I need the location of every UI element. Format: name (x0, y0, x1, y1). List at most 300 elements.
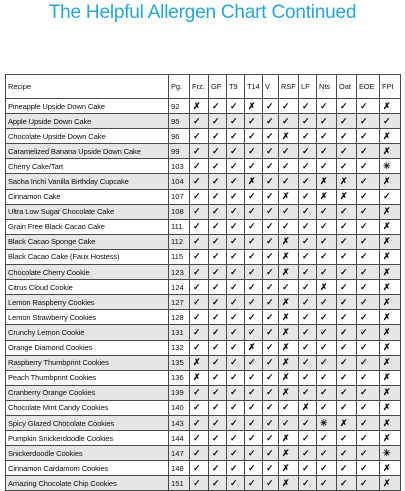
mark-cell-fpi: ✓ (380, 189, 401, 204)
mark-cell-gf: ✓ (209, 114, 227, 129)
mark-cell-oat: ✓ (337, 295, 357, 310)
page-number-cell: 148 (169, 461, 190, 476)
mark-cell-v: ✓ (263, 325, 279, 340)
mark-cell-frozen: ✓ (190, 431, 209, 446)
mark-cell-eoe: ✓ (357, 415, 380, 430)
mark-cell-t9: ✓ (227, 159, 245, 174)
mark-cell-fpi: ✗ (380, 400, 401, 415)
mark-cell-nts: ✗ (317, 174, 337, 189)
mark-cell-fpi: ✗ (380, 370, 401, 385)
mark-cell-frozen: ✗ (190, 99, 209, 114)
mark-cell-fpi: ✗ (380, 340, 401, 355)
mark-cell-t9: ✓ (227, 129, 245, 144)
table-row (6, 144, 401, 159)
mark-cell-oat: ✓ (337, 355, 357, 370)
mark-cell-t9: ✓ (227, 249, 245, 264)
mark-cell-oat: ✓ (337, 204, 357, 219)
mark-cell-lf: ✗ (299, 400, 317, 415)
mark-cell-gf: ✓ (209, 129, 227, 144)
mark-cell-v: ✓ (263, 144, 279, 159)
page-number-cell: 96 (169, 129, 190, 144)
mark-cell-t9: ✓ (227, 114, 245, 129)
mark-cell-t9: ✓ (227, 385, 245, 400)
mark-cell-eoe: ✓ (357, 99, 380, 114)
page-number-cell: 107 (169, 189, 190, 204)
table-row (6, 385, 401, 400)
mark-cell-eoe: ✓ (357, 355, 380, 370)
mark-cell-frozen: ✓ (190, 159, 209, 174)
mark-cell-t14: ✓ (245, 144, 263, 159)
mark-cell-frozen: ✓ (190, 129, 209, 144)
table-row (6, 219, 401, 234)
mark-cell-fpi: ✗ (380, 204, 401, 219)
mark-cell-frozen: ✓ (190, 144, 209, 159)
table-row (6, 355, 401, 370)
mark-cell-gf: ✓ (209, 265, 227, 280)
table-row (6, 325, 401, 340)
mark-cell-lf: ✓ (299, 234, 317, 249)
table-row (6, 310, 401, 325)
mark-cell-frozen: ✗ (190, 355, 209, 370)
mark-cell-v: ✓ (263, 415, 279, 430)
mark-cell-rsf: ✓ (279, 204, 299, 219)
mark-cell-frozen: ✗ (190, 370, 209, 385)
recipe-name-cell: Peach Thumbprint Cookies (6, 370, 169, 385)
mark-cell-t9: ✓ (227, 144, 245, 159)
mark-cell-eoe: ✓ (357, 144, 380, 159)
mark-cell-t9: ✓ (227, 446, 245, 461)
mark-cell-eoe: ✓ (357, 114, 380, 129)
mark-cell-frozen: ✓ (190, 400, 209, 415)
mark-cell-v: ✓ (263, 114, 279, 129)
mark-cell-lf: ✓ (299, 370, 317, 385)
mark-cell-rsf: ✓ (279, 144, 299, 159)
mark-cell-eoe: ✓ (357, 174, 380, 189)
mark-cell-lf: ✓ (299, 204, 317, 219)
mark-cell-fpi: ✗ (380, 144, 401, 159)
mark-cell-nts: ✓ (317, 340, 337, 355)
mark-cell-oat: ✓ (337, 219, 357, 234)
mark-cell-oat: ✓ (337, 234, 357, 249)
mark-cell-v: ✓ (263, 385, 279, 400)
mark-cell-t14: ✓ (245, 431, 263, 446)
mark-cell-t14: ✓ (245, 446, 263, 461)
column-header-gf: GF (209, 75, 227, 99)
mark-cell-eoe: ✓ (357, 189, 380, 204)
mark-cell-nts: ✓ (317, 249, 337, 264)
mark-cell-oat: ✓ (337, 129, 357, 144)
mark-cell-v: ✓ (263, 174, 279, 189)
column-header-lf: LF (299, 75, 317, 99)
mark-cell-eoe: ✓ (357, 234, 380, 249)
mark-cell-lf: ✓ (299, 461, 317, 476)
mark-cell-rsf: ✗ (279, 310, 299, 325)
table-row (6, 415, 401, 430)
mark-cell-gf: ✓ (209, 400, 227, 415)
mark-cell-gf: ✓ (209, 431, 227, 446)
mark-cell-nts: ✗ (317, 189, 337, 204)
mark-cell-oat: ✗ (337, 174, 357, 189)
table-row (6, 400, 401, 415)
mark-cell-gf: ✓ (209, 295, 227, 310)
mark-cell-lf: ✓ (299, 385, 317, 400)
mark-cell-gf: ✓ (209, 476, 227, 491)
mark-cell-lf: ✓ (299, 99, 317, 114)
mark-cell-nts: ✓ (317, 370, 337, 385)
mark-cell-lf: ✓ (299, 174, 317, 189)
page-number-cell: 92 (169, 99, 190, 114)
mark-cell-nts: ✓ (317, 99, 337, 114)
mark-cell-t14: ✓ (245, 219, 263, 234)
mark-cell-eoe: ✓ (357, 446, 380, 461)
mark-cell-fpi: ✳ (380, 159, 401, 174)
mark-cell-rsf: ✗ (279, 129, 299, 144)
mark-cell-frozen: ✓ (190, 325, 209, 340)
mark-cell-t9: ✓ (227, 280, 245, 295)
mark-cell-oat: ✓ (337, 280, 357, 295)
mark-cell-lf: ✓ (299, 355, 317, 370)
mark-cell-gf: ✓ (209, 415, 227, 430)
column-header-eoe: EOE (357, 75, 380, 99)
mark-cell-rsf: ✗ (279, 325, 299, 340)
mark-cell-fpi: ✗ (380, 265, 401, 280)
recipe-name-cell: Black Cacao Cake (Faux Hostess) (6, 249, 169, 264)
mark-cell-fpi: ✗ (380, 129, 401, 144)
mark-cell-nts: ✓ (317, 144, 337, 159)
recipe-name-cell: Grain Free Black Cacao Cake (6, 219, 169, 234)
mark-cell-nts: ✓ (317, 265, 337, 280)
mark-cell-rsf: ✗ (279, 446, 299, 461)
mark-cell-eoe: ✓ (357, 219, 380, 234)
mark-cell-eoe: ✓ (357, 340, 380, 355)
mark-cell-t14: ✓ (245, 129, 263, 144)
mark-cell-t9: ✓ (227, 325, 245, 340)
allergen-chart-table (5, 74, 401, 491)
mark-cell-fpi: ✗ (380, 174, 401, 189)
mark-cell-rsf: ✗ (279, 340, 299, 355)
mark-cell-eoe: ✓ (357, 325, 380, 340)
mark-cell-gf: ✓ (209, 385, 227, 400)
mark-cell-t9: ✓ (227, 234, 245, 249)
recipe-name-cell: Cinnamon Cake (6, 189, 169, 204)
mark-cell-eoe: ✓ (357, 204, 380, 219)
mark-cell-gf: ✓ (209, 219, 227, 234)
recipe-name-cell: Apple Upside Down Cake (6, 114, 169, 129)
table-row (6, 249, 401, 264)
mark-cell-eoe: ✓ (357, 431, 380, 446)
mark-cell-frozen: ✓ (190, 476, 209, 491)
mark-cell-oat: ✓ (337, 446, 357, 461)
mark-cell-fpi: ✗ (380, 310, 401, 325)
mark-cell-rsf: ✗ (279, 431, 299, 446)
mark-cell-fpi: ✗ (380, 461, 401, 476)
recipe-name-cell: Sacha Inchi Vanilla Birthday Cupcake (6, 174, 169, 189)
mark-cell-rsf: ✗ (279, 234, 299, 249)
mark-cell-lf: ✓ (299, 114, 317, 129)
mark-cell-t14: ✓ (245, 295, 263, 310)
mark-cell-t9: ✓ (227, 174, 245, 189)
mark-cell-t14: ✗ (245, 99, 263, 114)
mark-cell-t14: ✓ (245, 204, 263, 219)
mark-cell-t14: ✓ (245, 355, 263, 370)
table-body (6, 99, 401, 491)
table-header-row (6, 75, 401, 99)
mark-cell-eoe: ✓ (357, 295, 380, 310)
mark-cell-gf: ✓ (209, 189, 227, 204)
recipe-name-cell: Pumpkin Snickerdoodle Cookies (6, 431, 169, 446)
table-row (6, 204, 401, 219)
mark-cell-v: ✓ (263, 340, 279, 355)
mark-cell-rsf: ✗ (279, 249, 299, 264)
mark-cell-frozen: ✓ (190, 174, 209, 189)
mark-cell-gf: ✓ (209, 234, 227, 249)
recipe-name-cell: Amazing Chocolate Chip Cookies (6, 476, 169, 491)
mark-cell-fpi: ✗ (380, 355, 401, 370)
mark-cell-rsf: ✓ (279, 280, 299, 295)
mark-cell-v: ✓ (263, 219, 279, 234)
mark-cell-v: ✓ (263, 431, 279, 446)
mark-cell-rsf: ✓ (279, 174, 299, 189)
mark-cell-v: ✓ (263, 99, 279, 114)
mark-cell-v: ✓ (263, 295, 279, 310)
page-number-cell: 103 (169, 159, 190, 174)
mark-cell-eoe: ✓ (357, 310, 380, 325)
mark-cell-rsf: ✗ (279, 295, 299, 310)
mark-cell-t9: ✓ (227, 265, 245, 280)
mark-cell-v: ✓ (263, 204, 279, 219)
mark-cell-v: ✓ (263, 265, 279, 280)
column-header-t9: T9 (227, 75, 245, 99)
mark-cell-t14: ✓ (245, 280, 263, 295)
mark-cell-t9: ✓ (227, 189, 245, 204)
table-row (6, 265, 401, 280)
mark-cell-v: ✓ (263, 446, 279, 461)
mark-cell-oat: ✓ (337, 325, 357, 340)
mark-cell-nts: ✓ (317, 446, 337, 461)
mark-cell-t14: ✓ (245, 370, 263, 385)
mark-cell-t14: ✓ (245, 265, 263, 280)
page-number-cell: 139 (169, 385, 190, 400)
page-number-cell: 111 (169, 219, 190, 234)
mark-cell-lf: ✓ (299, 340, 317, 355)
mark-cell-v: ✓ (263, 234, 279, 249)
column-header-rsf: RSF (279, 75, 299, 99)
mark-cell-t14: ✓ (245, 415, 263, 430)
page-number-cell: 112 (169, 234, 190, 249)
mark-cell-rsf: ✗ (279, 355, 299, 370)
mark-cell-t9: ✓ (227, 204, 245, 219)
mark-cell-oat: ✗ (337, 189, 357, 204)
table-row (6, 295, 401, 310)
recipe-name-cell: Caramelized Banana Upside Down Cake (6, 144, 169, 159)
recipe-name-cell: Lemon Raspberry Cookies (6, 295, 169, 310)
mark-cell-gf: ✓ (209, 340, 227, 355)
table-row (6, 431, 401, 446)
column-header-recipe: Recipe (6, 75, 169, 99)
table-row (6, 99, 401, 114)
mark-cell-oat: ✓ (337, 114, 357, 129)
mark-cell-lf: ✓ (299, 476, 317, 491)
mark-cell-gf: ✓ (209, 446, 227, 461)
page-number-cell: 136 (169, 370, 190, 385)
mark-cell-fpi: ✗ (380, 295, 401, 310)
recipe-name-cell: Lemon Strawberry Cookies (6, 310, 169, 325)
mark-cell-nts: ✓ (317, 476, 337, 491)
mark-cell-lf: ✓ (299, 129, 317, 144)
mark-cell-v: ✓ (263, 280, 279, 295)
mark-cell-rsf: ✗ (279, 461, 299, 476)
recipe-name-cell: Raspberry Thumbprint Cookies (6, 355, 169, 370)
page-number-cell: 131 (169, 325, 190, 340)
column-header-page: Pg. (169, 75, 190, 99)
mark-cell-t14: ✓ (245, 114, 263, 129)
mark-cell-frozen: ✓ (190, 385, 209, 400)
page-number-cell: 144 (169, 431, 190, 446)
mark-cell-eoe: ✓ (357, 280, 380, 295)
recipe-name-cell: Snickerdoodle Cookies (6, 446, 169, 461)
mark-cell-lf: ✓ (299, 446, 317, 461)
mark-cell-t9: ✓ (227, 370, 245, 385)
mark-cell-frozen: ✓ (190, 234, 209, 249)
mark-cell-nts: ✓ (317, 129, 337, 144)
mark-cell-frozen: ✓ (190, 189, 209, 204)
mark-cell-fpi: ✗ (380, 476, 401, 491)
recipe-name-cell: Citrus Cloud Cookie (6, 280, 169, 295)
mark-cell-nts: ✓ (317, 114, 337, 129)
mark-cell-lf: ✓ (299, 431, 317, 446)
mark-cell-t9: ✓ (227, 400, 245, 415)
mark-cell-t14: ✗ (245, 174, 263, 189)
mark-cell-t14: ✓ (245, 476, 263, 491)
mark-cell-frozen: ✓ (190, 249, 209, 264)
mark-cell-v: ✓ (263, 355, 279, 370)
mark-cell-frozen: ✓ (190, 219, 209, 234)
table-row (6, 446, 401, 461)
mark-cell-eoe: ✓ (357, 129, 380, 144)
mark-cell-gf: ✓ (209, 325, 227, 340)
mark-cell-lf: ✓ (299, 219, 317, 234)
mark-cell-oat: ✓ (337, 385, 357, 400)
mark-cell-v: ✓ (263, 159, 279, 174)
mark-cell-v: ✓ (263, 476, 279, 491)
mark-cell-nts: ✓ (317, 461, 337, 476)
mark-cell-frozen: ✓ (190, 461, 209, 476)
column-header-v: V (263, 75, 279, 99)
mark-cell-rsf: ✗ (279, 265, 299, 280)
recipe-name-cell: Pineapple Upside Down Cake (6, 99, 169, 114)
mark-cell-oat: ✗ (337, 415, 357, 430)
mark-cell-fpi: ✗ (380, 280, 401, 295)
column-header-nts: Nts (317, 75, 337, 99)
mark-cell-t9: ✓ (227, 310, 245, 325)
mark-cell-gf: ✓ (209, 310, 227, 325)
mark-cell-oat: ✓ (337, 461, 357, 476)
mark-cell-fpi: ✓ (380, 114, 401, 129)
mark-cell-fpi: ✗ (380, 431, 401, 446)
mark-cell-nts: ✓ (317, 310, 337, 325)
mark-cell-oat: ✓ (337, 476, 357, 491)
table-row (6, 370, 401, 385)
mark-cell-oat: ✓ (337, 431, 357, 446)
mark-cell-fpi: ✗ (380, 385, 401, 400)
mark-cell-eoe: ✓ (357, 159, 380, 174)
mark-cell-lf: ✓ (299, 144, 317, 159)
mark-cell-fpi: ✗ (380, 249, 401, 264)
mark-cell-t14: ✓ (245, 325, 263, 340)
mark-cell-oat: ✓ (337, 144, 357, 159)
page-number-cell: 104 (169, 174, 190, 189)
recipe-name-cell: Spicy Glazed Chocolate Cookies (6, 415, 169, 430)
mark-cell-nts: ✓ (317, 355, 337, 370)
mark-cell-rsf: ✗ (279, 189, 299, 204)
column-header-frozen: Frz. (190, 75, 209, 99)
page-number-cell: 124 (169, 280, 190, 295)
mark-cell-nts: ✓ (317, 385, 337, 400)
mark-cell-rsf: ✓ (279, 99, 299, 114)
mark-cell-lf: ✓ (299, 249, 317, 264)
recipe-name-cell: Chocolate Upside Down Cake (6, 129, 169, 144)
mark-cell-t9: ✓ (227, 355, 245, 370)
page-number-cell: 95 (169, 114, 190, 129)
mark-cell-lf: ✓ (299, 265, 317, 280)
mark-cell-rsf: ✓ (279, 219, 299, 234)
table-row (6, 461, 401, 476)
mark-cell-rsf: ✓ (279, 415, 299, 430)
mark-cell-gf: ✓ (209, 355, 227, 370)
mark-cell-oat: ✓ (337, 159, 357, 174)
page-number-cell: 123 (169, 265, 190, 280)
mark-cell-gf: ✓ (209, 370, 227, 385)
table-row (6, 114, 401, 129)
mark-cell-frozen: ✓ (190, 114, 209, 129)
mark-cell-nts: ✓ (317, 234, 337, 249)
table-row (6, 129, 401, 144)
mark-cell-rsf: ✓ (279, 400, 299, 415)
recipe-name-cell: Chocolate Mint Candy Cookies (6, 400, 169, 415)
mark-cell-eoe: ✓ (357, 370, 380, 385)
mark-cell-eoe: ✓ (357, 476, 380, 491)
mark-cell-v: ✓ (263, 129, 279, 144)
mark-cell-t9: ✓ (227, 476, 245, 491)
mark-cell-frozen: ✓ (190, 446, 209, 461)
mark-cell-lf: ✓ (299, 280, 317, 295)
mark-cell-nts: ✳ (317, 415, 337, 430)
mark-cell-eoe: ✓ (357, 265, 380, 280)
mark-cell-frozen: ✓ (190, 204, 209, 219)
mark-cell-frozen: ✓ (190, 295, 209, 310)
page-number-cell: 108 (169, 204, 190, 219)
mark-cell-t9: ✓ (227, 219, 245, 234)
mark-cell-fpi: ✗ (380, 325, 401, 340)
page-number-cell: 143 (169, 415, 190, 430)
mark-cell-nts: ✓ (317, 400, 337, 415)
mark-cell-t9: ✓ (227, 415, 245, 430)
mark-cell-v: ✓ (263, 189, 279, 204)
recipe-name-cell: Crunchy Lemon Cookie (6, 325, 169, 340)
mark-cell-eoe: ✓ (357, 385, 380, 400)
mark-cell-nts: ✗ (317, 280, 337, 295)
mark-cell-lf: ✓ (299, 189, 317, 204)
column-header-oat: Oat (337, 75, 357, 99)
mark-cell-t9: ✓ (227, 99, 245, 114)
table-row (6, 340, 401, 355)
mark-cell-oat: ✓ (337, 400, 357, 415)
mark-cell-t9: ✓ (227, 461, 245, 476)
mark-cell-t14: ✓ (245, 310, 263, 325)
mark-cell-lf: ✓ (299, 159, 317, 174)
page-number-cell: 115 (169, 249, 190, 264)
mark-cell-oat: ✓ (337, 249, 357, 264)
